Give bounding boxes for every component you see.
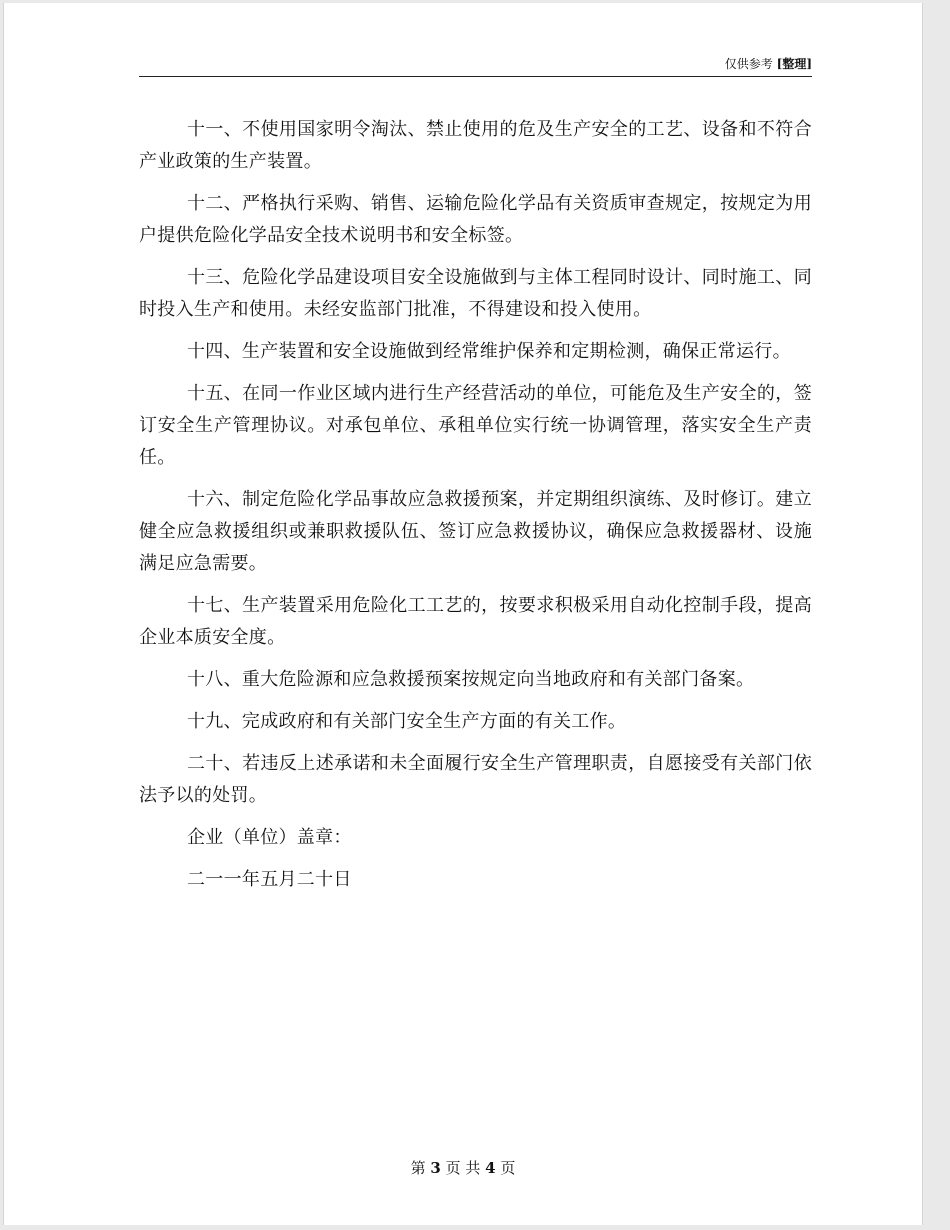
header-note — [725, 56, 812, 72]
paragraph-20: 二十、若违反上述承诺和未全面履行安全生产管理职责，自愿接受有关部门依法予以的处罚。 — [139, 753, 812, 806]
paragraph-18: 十八、重大危险源和应急救援预案按规定向当地政府和有关部门备案。 — [187, 669, 755, 690]
date-line: 二一一年五月二十日 — [187, 869, 352, 890]
header-label: 仅供参考 — [724, 57, 773, 71]
paragraph-16: 十六、制定危险化学品事故应急救援预案，并定期组织演练、及时修订。建立健全应急救援组织或兼职救援队伍、签订应急救援协议，确保应急救援器材、设施满足应急需要。 — [139, 489, 812, 574]
paragraph-14: 十四、生产装置和安全设施做到经常维护保养和定期检测，确保正常运行。 — [187, 341, 791, 362]
footer-middle: 页 共 — [445, 1159, 481, 1177]
footer-suffix: 页 — [500, 1159, 516, 1177]
paragraph-19: 十九、完成政府和有关部门安全生产方面的有关工作。 — [187, 711, 627, 732]
document-body — [139, 114, 812, 906]
document-page — [3, 3, 923, 1225]
paragraph-12: 十二、严格执行采购、销售、运输危险化学品有关资质审查规定，按规定为用户提供危险化学品安全技术说明书和安全标签。 — [139, 193, 812, 246]
paragraph-13: 十三、危险化学品建设项目安全设施做到与主体工程同时设计、同时施工、同时投入生产和使用。未经安监部门批准，不得建设和投入使用。 — [139, 267, 812, 320]
current-page-number: 3 — [430, 1159, 441, 1177]
page-footer — [4, 1158, 922, 1178]
paragraph-15: 十五、在同一作业区域内进行生产经营活动的单位，可能危及生产安全的，签订安全生产管理协议。对承包单位、承租单位实行统一协调管理，落实安全生产责任。 — [139, 383, 812, 468]
total-pages-number: 4 — [485, 1159, 496, 1177]
header-tag: [整理] — [776, 57, 812, 71]
paragraph-17: 十七、生产装置采用危险化工工艺的，按要求积极采用自动化控制手段，提高企业本质安全度。 — [139, 595, 812, 648]
footer-prefix: 第 — [410, 1159, 426, 1177]
paragraph-11: 十一、不使用国家明令淘汰、禁止使用的危及生产安全的工艺、设备和不符合产业政策的生产装置。 — [139, 119, 812, 172]
seal-line: 企业（单位）盖章： — [187, 827, 352, 848]
page-header — [139, 56, 812, 77]
